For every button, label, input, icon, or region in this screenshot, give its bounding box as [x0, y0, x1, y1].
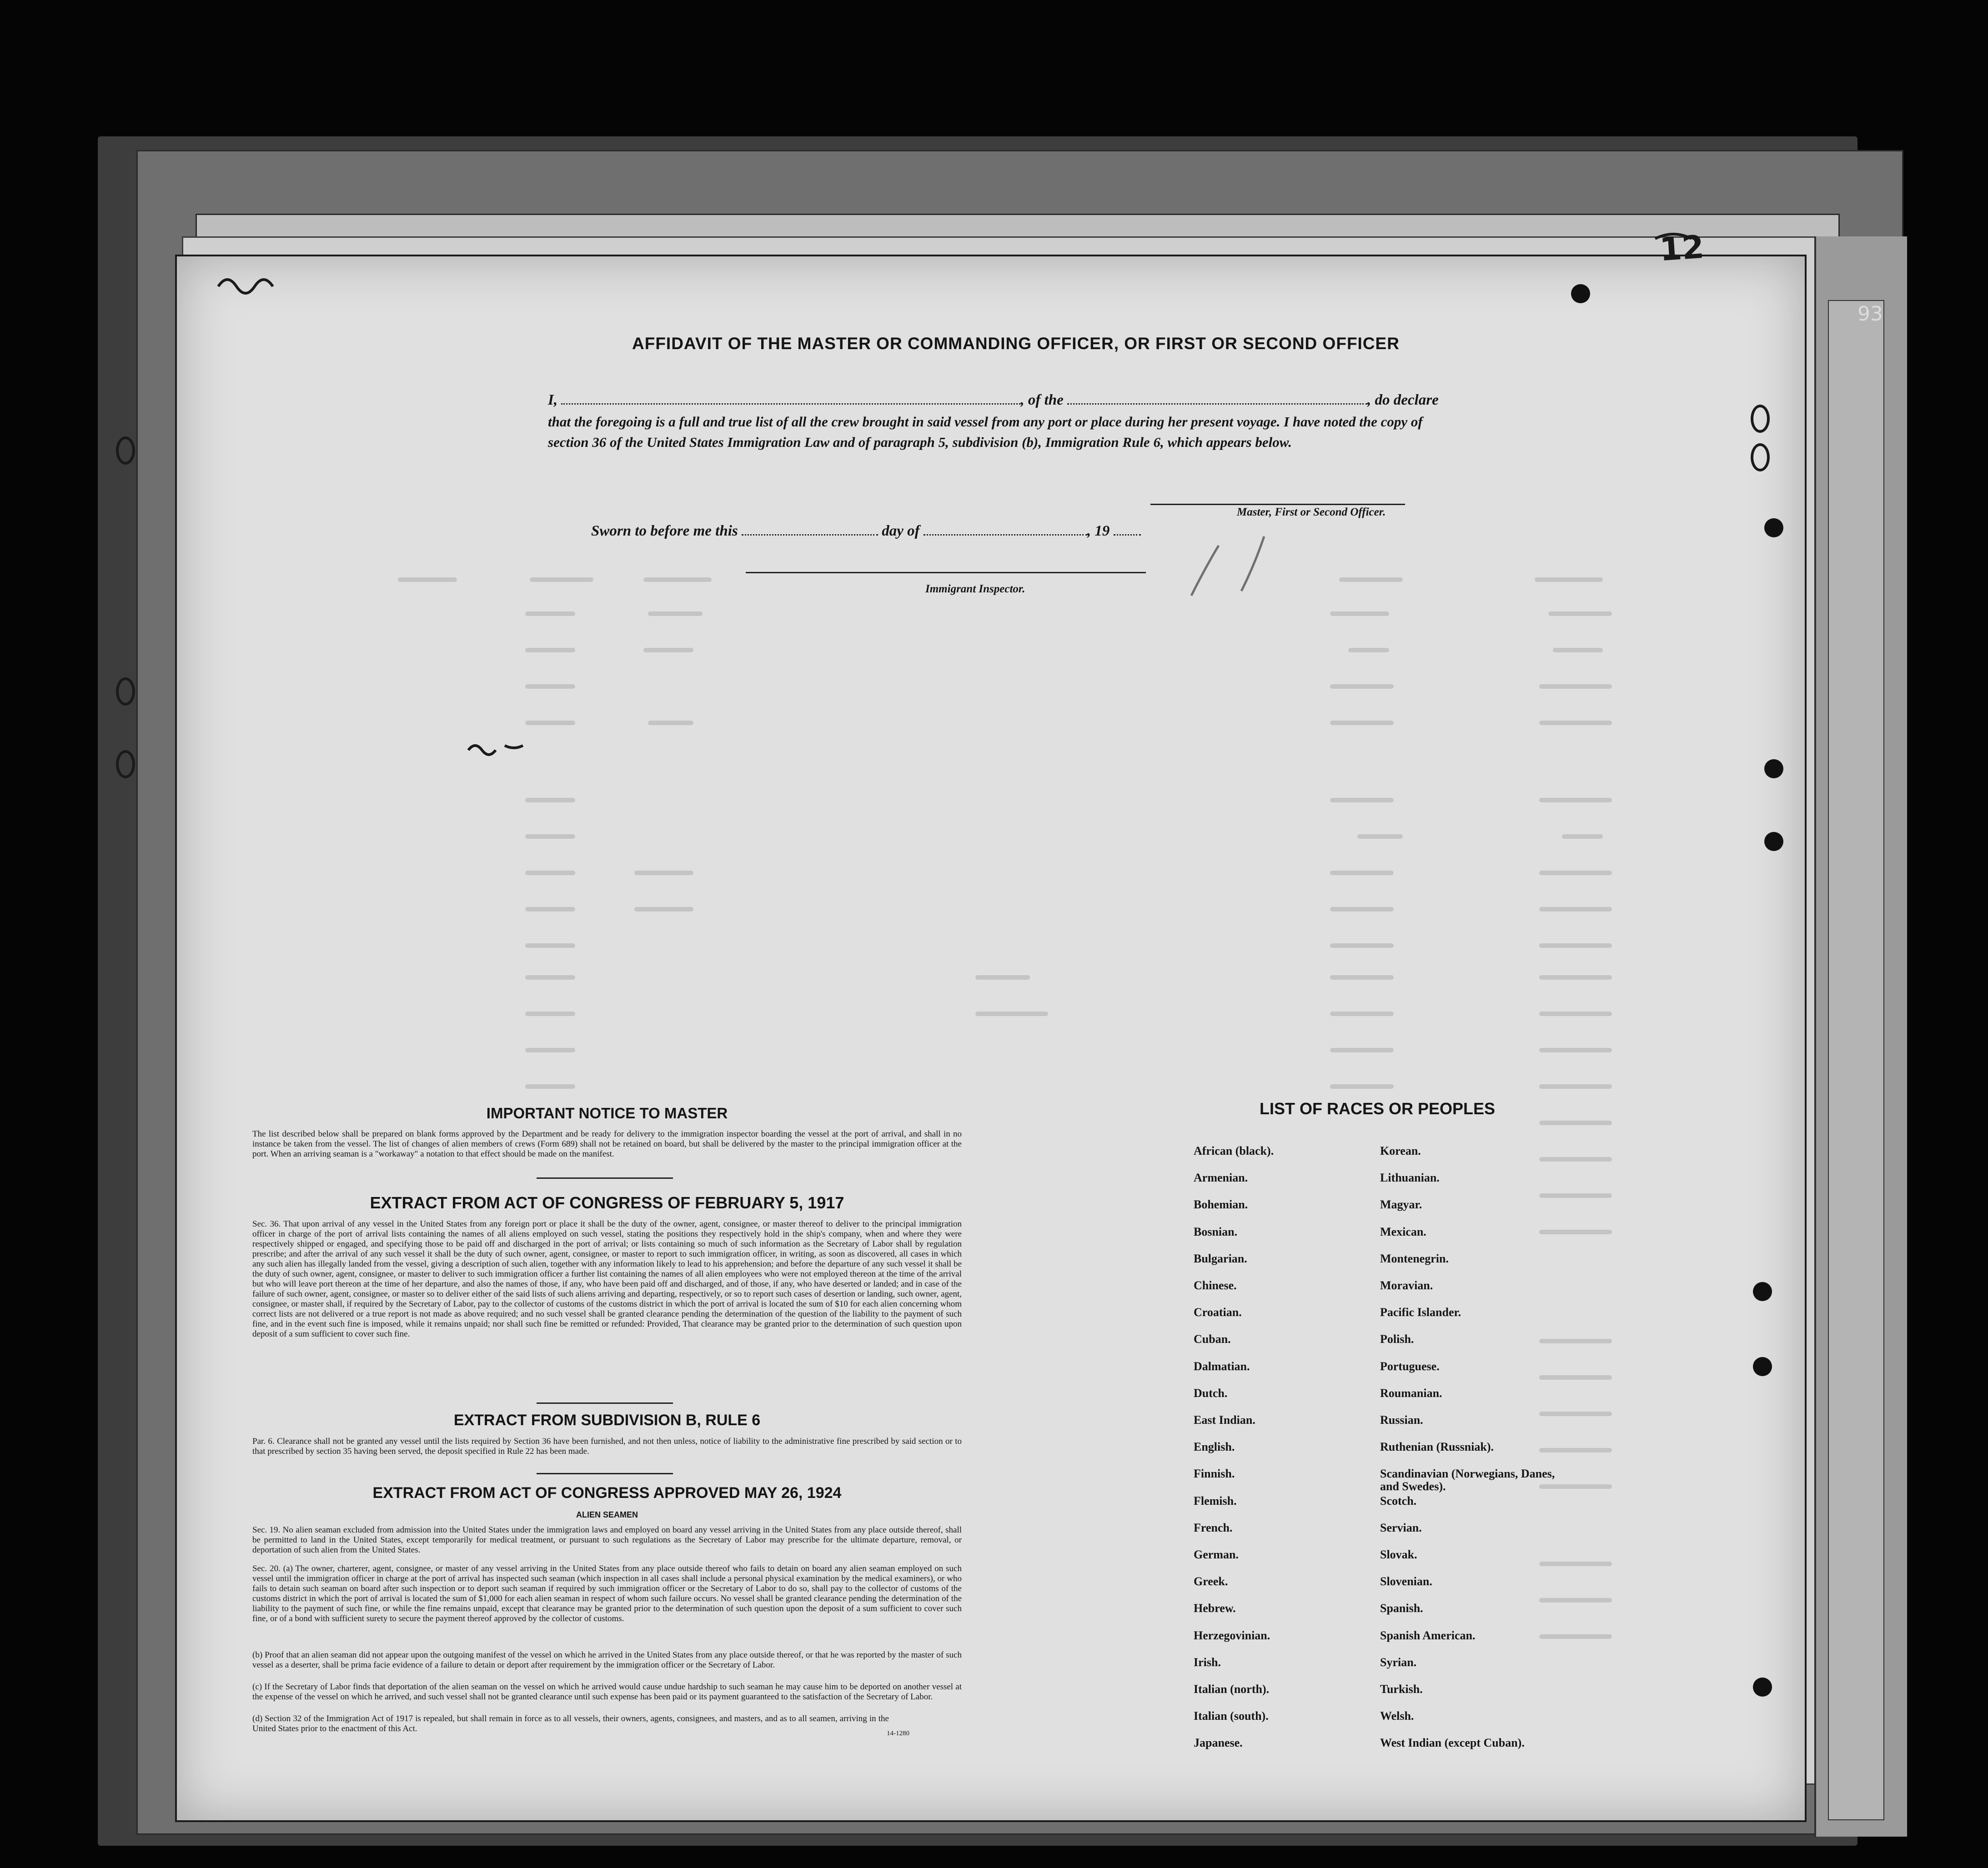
alien-seamen-subtitle: ALIEN SEAMEN: [576, 1510, 638, 1519]
race-item: Syrian.: [1380, 1655, 1417, 1669]
year-label: , 19: [1087, 523, 1110, 539]
page-number: 93: [1857, 302, 1883, 326]
name-blank: [561, 403, 1020, 405]
races-title: LIST OF RACES OR PEOPLES: [1260, 1099, 1496, 1118]
race-item: German.: [1194, 1548, 1239, 1561]
affidavit-i-label: I,: [548, 392, 558, 408]
inspector-signature-line: [746, 572, 1146, 573]
race-item: Scotch.: [1380, 1494, 1417, 1507]
race-item: Bohemian.: [1194, 1198, 1248, 1212]
sworn-year-blank: [1114, 534, 1141, 536]
right-ledger-strip: [1828, 300, 1884, 1820]
affidavit-of-the-label: , of the: [1020, 392, 1064, 408]
race-item: African (black).: [1194, 1144, 1274, 1157]
race-item: Slovenian.: [1380, 1575, 1432, 1588]
race-item: Welsh.: [1380, 1709, 1414, 1723]
punch-hole: [1571, 284, 1590, 303]
race-item: Moravian.: [1380, 1279, 1433, 1292]
divider: [537, 1402, 673, 1404]
day-of-label: day of: [882, 523, 920, 539]
punch-hole: [1753, 1357, 1772, 1376]
race-item: Montenegrin.: [1380, 1252, 1449, 1265]
punch-hole: [1764, 759, 1783, 778]
race-item: Irish.: [1194, 1655, 1221, 1669]
race-item: Cuban.: [1194, 1332, 1231, 1346]
race-item: Russian.: [1380, 1413, 1423, 1427]
punch-hole: [1753, 1282, 1772, 1301]
binder-ring: [116, 750, 135, 778]
affidavit-declaration-line: [548, 392, 1439, 409]
race-item: Korean.: [1380, 1144, 1421, 1157]
race-item: Italian (north).: [1194, 1683, 1270, 1696]
extract-1924-sec20d: (d) Section 32 of the Immigration Act of 1917 is repealed, but shall remain in force as to all vessels, their owners, agents, consignees, and masters, and as to all seamen, arriving in the United States prior to the enactment of this Act.: [252, 1714, 889, 1733]
race-item: Polish.: [1380, 1332, 1414, 1346]
race-item: Bulgarian.: [1194, 1252, 1247, 1265]
race-item: Magyar.: [1380, 1198, 1422, 1212]
binder-ring: [116, 436, 135, 465]
binder-ring: [116, 677, 135, 706]
race-item: Bosnian.: [1194, 1225, 1238, 1238]
race-item: Italian (south).: [1194, 1709, 1269, 1723]
race-item: English.: [1194, 1440, 1235, 1454]
race-item: Flemish.: [1194, 1494, 1237, 1507]
race-item: Roumanian.: [1380, 1386, 1442, 1400]
race-item: Slovak.: [1380, 1548, 1417, 1561]
affidavit-declare-label: , do declare: [1367, 392, 1439, 408]
race-item: Dutch.: [1194, 1386, 1228, 1400]
race-item: East Indian.: [1194, 1413, 1255, 1427]
race-item: Scandinavian (Norwegians, Danes, and Swedes).: [1380, 1467, 1555, 1493]
divider: [537, 1473, 673, 1474]
race-item: Armenian.: [1194, 1171, 1248, 1185]
extract-1924-title: EXTRACT FROM ACT OF CONGRESS APPROVED MAY 26, 1924: [372, 1484, 842, 1502]
race-item: Servian.: [1380, 1521, 1422, 1534]
sworn-label: Sworn to before me this: [591, 523, 738, 539]
affidavit-body: that the foregoing is a full and true list of all the crew brought in said vessel from any port or place during her present voyage. I have noted the copy of section 36 of the United States Immigration Law and of paragraph 5, subdivision (b), Immigration Rule 6, which appears below.: [548, 414, 1423, 450]
binder-ring: [1751, 443, 1770, 471]
race-item: Spanish.: [1380, 1602, 1423, 1615]
inspector-label: Immigrant Inspector.: [925, 583, 1025, 595]
master-signature-label: Master, First or Second Officer.: [1237, 506, 1386, 518]
vessel-blank: [1067, 403, 1367, 405]
race-item: Spanish American.: [1380, 1628, 1476, 1642]
race-item: Croatian.: [1194, 1306, 1242, 1319]
sworn-line: [591, 523, 1141, 540]
handwritten-sheet-number: 12: [1658, 228, 1706, 269]
extract-1924-sec20a: Sec. 20. (a) The owner, charterer, agent, consignee, or master of any vessel arriving in the United States from any place outside thereof who fails to detain on board any alien seaman employed on such vessel until the immigration officer in charge at the port of arrival has inspected such seaman (which inspection in all cases shall include a personal physical examination by the medical examiners), or who fails to detain such seaman on board after such inspection or to deport such seaman if required by such immigration officer or the Secretary of Labor to do so, shall pay to the collector of customs of the customs district in which the port of arrival is located the sum of $1,000 for each alien seaman in respect of whom such failure occurs. No vessel shall be granted clearance pending the determination of the liability to the payment of such fine, or while the fine remains unpaid, except that clearance may be granted prior to the determination of such question upon the deposit of a sum sufficient to cover such fine, or of a bond with sufficient surety to secure the payment thereof approved by the collector of customs.: [252, 1564, 962, 1623]
form-number: 14-1280: [887, 1730, 909, 1737]
race-item: Pacific Islander.: [1380, 1306, 1461, 1319]
race-item: French.: [1194, 1521, 1233, 1534]
extract-1924-sec20b: (b) Proof that an alien seaman did not appear upon the outgoing manifest of the vessel on which he arrived in the United States from any place outside thereof, or that he was reported by the master of such vessel as a deserter, shall be prima facie evidence of a failure to detain or deport after requirement by the immigration officer or the Secretary of Labor.: [252, 1650, 962, 1670]
race-item: Dalmatian.: [1194, 1359, 1250, 1373]
divider: [537, 1177, 673, 1179]
race-item: West Indian (except Cuban).: [1380, 1736, 1525, 1750]
extract-rule6-body: Par. 6. Clearance shall not be granted any vessel until the lists required by Section 36 have been furnished, and not then unless, notice of liability to the administrative fine prescribed by said section or to that prescribed by section 35 having been served, the deposit specified in Rule 22 has been made.: [252, 1437, 962, 1456]
extract-1924-sec19: Sec. 19. No alien seaman excluded from admission into the United States under the immigration laws and employed on board any vessel arriving in the United States from any place outside thereof, shall be permitted to land in the United States, except temporarily for medical treatment, or pursuant to such regulations as the Secretary of Labor may prescribe for the ultimate departure, removal, or deportation of such alien from the United States.: [252, 1525, 962, 1555]
race-item: Herzegovinian.: [1194, 1628, 1270, 1642]
race-item: Greek.: [1194, 1575, 1228, 1588]
extract-1924-sec20c: (c) If the Secretary of Labor finds that deportation of the alien seaman on the vessel on which he arrived would cause undue hardship to such seaman he may cause him to be deported on another vessel at the expense of the vessel on which he arrived, and such vessel shall not be granted clearance until such expense has been paid or its payment guaranteed to the satisfaction of the Secretary of Labor.: [252, 1682, 962, 1702]
race-item: Finnish.: [1194, 1467, 1235, 1481]
important-notice-title: IMPORTANT NOTICE TO MASTER: [486, 1105, 728, 1122]
master-signature-line: [1150, 504, 1405, 505]
binder-ring: [1751, 405, 1770, 433]
race-item: Japanese.: [1194, 1736, 1243, 1750]
sworn-day-blank: [742, 534, 878, 536]
extract-rule6-title: EXTRACT FROM SUBDIVISION B, RULE 6: [453, 1412, 761, 1429]
extract-1917-title: EXTRACT FROM ACT OF CONGRESS OF FEBRUARY 5, 1917: [370, 1193, 844, 1212]
race-item: Ruthenian (Russniak).: [1380, 1440, 1494, 1454]
race-item: Lithuanian.: [1380, 1171, 1440, 1185]
punch-hole: [1764, 518, 1783, 537]
punch-hole: [1764, 832, 1783, 851]
affidavit-title: AFFIDAVIT OF THE MASTER OR COMMANDING OFFICER, OR FIRST OR SECOND OFFICER: [632, 334, 1400, 353]
race-item: Mexican.: [1380, 1225, 1426, 1238]
race-item: Turkish.: [1380, 1683, 1423, 1696]
extract-1917-body: Sec. 36. That upon arrival of any vessel in the United States from any foreign port or place it shall be the duty of the owner, agent, consignee, or master thereof to deliver to the principal immigration officer in charge of the port of arrival lists containing the names of all aliens employed on such vessel, stating the positions they respectively hold in the ship's company, when and where they were respectively shipped or engaged, and specifying those to be paid off and discharged in the port of arrival; or lists containing so much of such information as the Secretary of Labor shall by regulation prescribe; and after the arrival of any such vessel it shall be the duty of such owner, agent, consignee, or master to report to such immigration officer, in writing, as soon as discovered, all cases in which any such alien has illegally landed from the vessel, giving a description of such alien, together with any information likely to lead to his apprehension; and before the departure of any such vessel it shall be the duty of such owner, agent, consignee, or master to deliver to such immigration officer a further list containing the names of all alien employees who were not employed thereon at the time of the arrival but who will leave port thereon at the time of her departure, and also the names of those, if any, who have been paid off and discharged, and of those, if any, who have deserted or landed; and in case of the failure of such owner, agent, consignee, or master so to deliver either of the said lists of such aliens arriving and departing, respectively, or so to report such cases of desertion or landing, such owner, agent, consignee, or master shall, if required by the Secretary of Labor, pay to the collector of customs of the customs district in which the port of arrival is located the sum of $10 for each alien concerning whom correct lists are not delivered or a true report is not made as above required; and no such vessel shall be granted clearance pending the determination of the question of the liability to the payment of such fine, and in the event such fine is imposed, while it remains unpaid; nor shall such fine be remitted or refunded: Provided, That clearance may be granted prior to the determination of such question upon deposit of a sum sufficient to cover such fine.: [252, 1219, 962, 1339]
race-item: Chinese.: [1194, 1279, 1237, 1292]
race-item: Portuguese.: [1380, 1359, 1440, 1373]
important-notice-body: The list described below shall be prepared on blank forms approved by the Department and be ready for delivery to the immigration inspector boarding the vessel at the port of arrival, and shall in no instance be taken from the vessel. The list of changes of alien members of crews (Form 689) shall not be retained on board, but shall be delivered by the master to the principal immigration officer at the port. When an arriving seaman is a "workaway" a notation to that effect should be made on the manifest.: [252, 1129, 962, 1159]
punch-hole: [1753, 1678, 1772, 1697]
sworn-month-blank: [924, 534, 1087, 536]
race-item: Hebrew.: [1194, 1602, 1236, 1615]
